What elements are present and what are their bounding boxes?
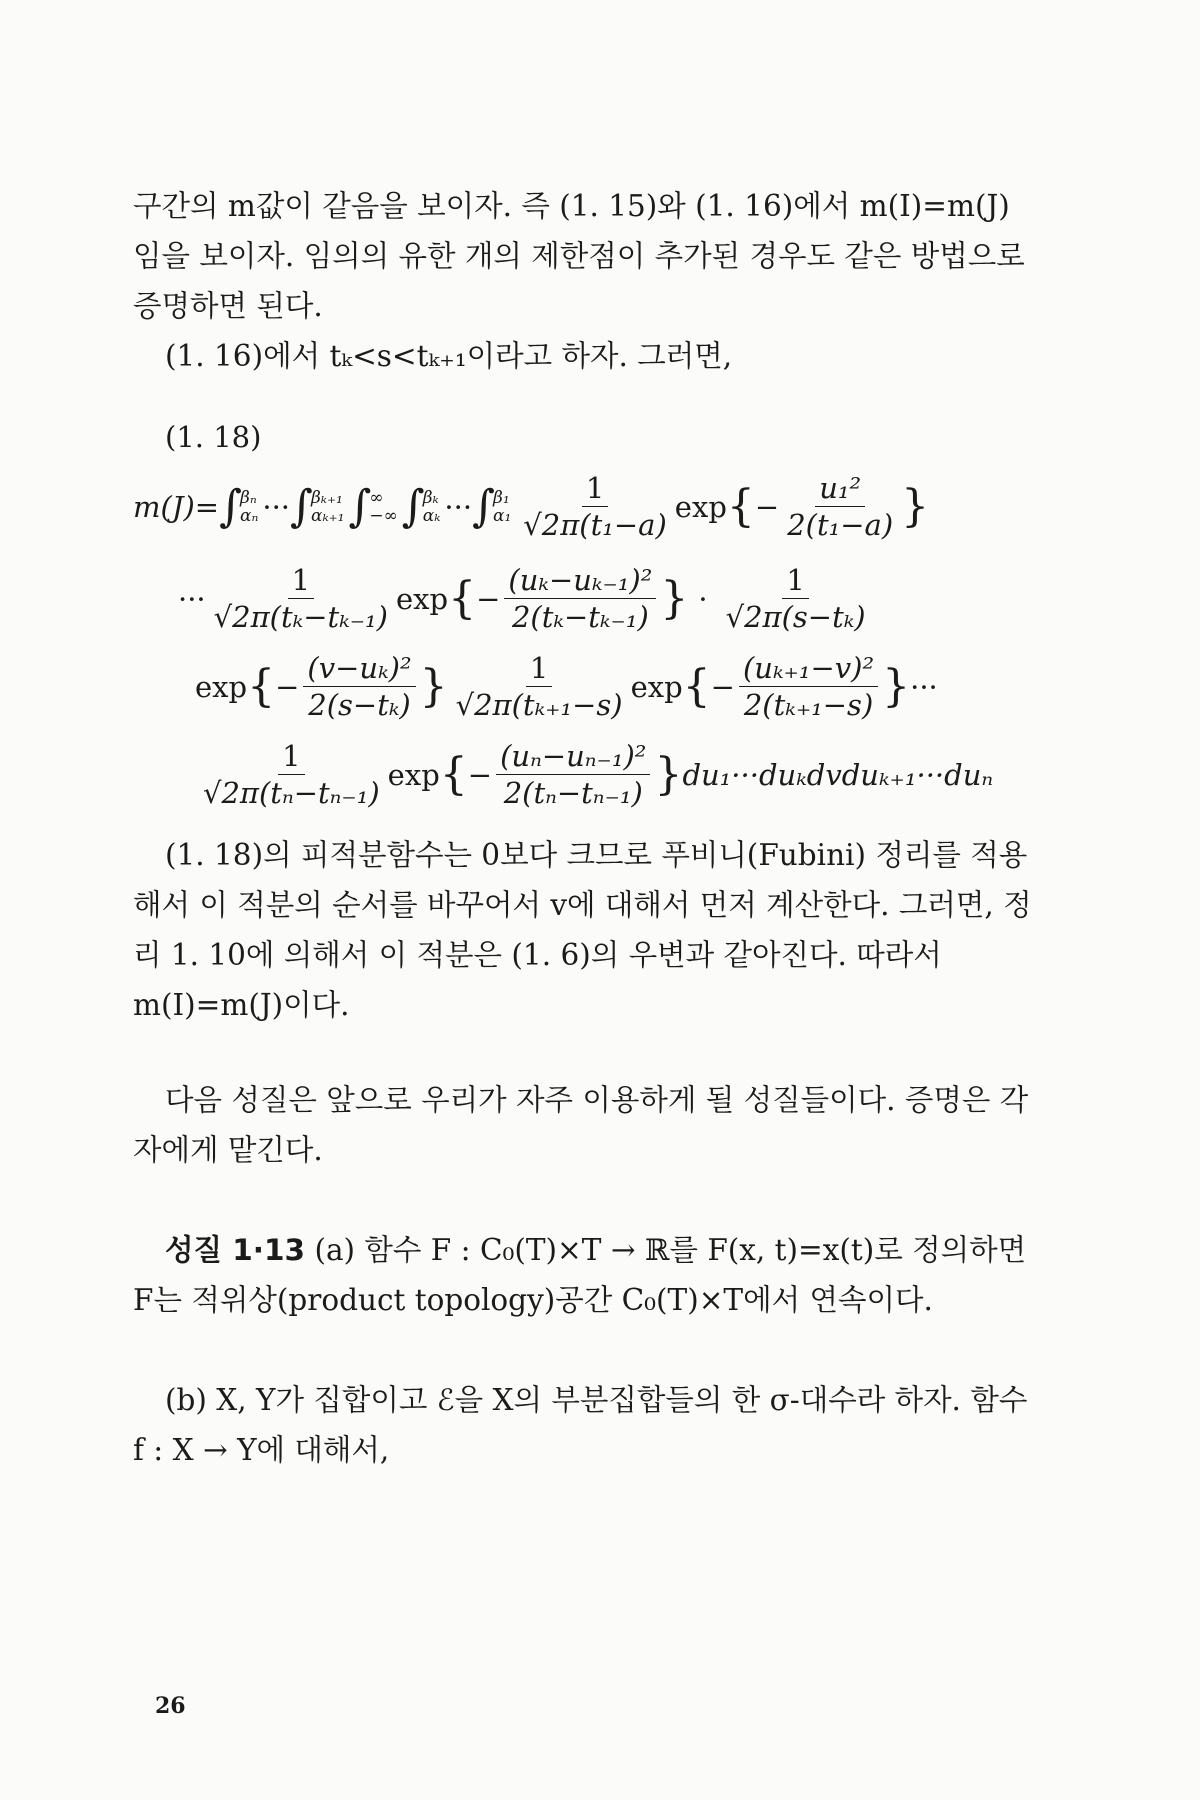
paragraph-fubini: (1. 18)의 피적분함수는 0보다 크므로 푸비니(Fubini) 정리를 적용해서 이 적분의 순서를 바꾸어서 v에 대해서 먼저 계산한다. 그러면, 정리 1. 10에 의해서 이 적분은 (1. 6)의 우변과 같아진다. 따라서 m(I)=m(J)이다.	[133, 838, 1032, 1022]
equation-row-1: m(J)= ∫ βₙ αₙ ··· ∫ βₖ₊₁ αₖ₊₁ ∫ ∞ −∞ ∫ βₖ αₖ ··· ∫ β₁ α₁ $\frac{1}{\text{√2π(t₁−a)}}$ exp { − $\frac{\text{u₁²}}{\text{2(t₁−a)}}$ }	[133, 471, 930, 542]
exp-label: exp	[195, 669, 248, 704]
integral-sign: ∫	[290, 480, 313, 532]
equation-lhs: m(J)=	[133, 489, 220, 524]
integral-limits: β₁ α₁	[493, 487, 512, 526]
left-brace: {	[448, 572, 477, 624]
property-label: 성질 1·13	[165, 1233, 306, 1267]
fraction: $\frac{\text{(uₖ−uₖ₋₁)²}}{\text{2(tₖ−tₖ₋₁)}}$	[504, 562, 656, 635]
paragraph-property-1-13-b: (b) X, Y가 집합이고 ℰ을 X의 부분집합들의 한 σ-대수라 하자. 함수 f : X → Y에 대해서,	[133, 1383, 1028, 1467]
equation-row-2: ··· $\frac{1}{\text{√2π(tₖ−tₖ₋₁)}}$ exp { − $\frac{\text{(uₖ−uₖ₋₁)²}}{\text{2(tₖ−tₖ₋₁)}}$ } · $\frac{1}{\text{√2π(s−tₖ)}}$	[178, 562, 874, 635]
fraction: $\frac{1}{\text{√2π(s−tₖ)}}$	[725, 563, 866, 634]
right-brace: }	[654, 748, 683, 800]
left-brace: {	[439, 748, 468, 800]
integral-sign: ∫	[472, 480, 495, 532]
paragraph-intro: 구간의 m값이 같음을 보이자. 즉 (1. 15)와 (1. 16)에서 m(I)=m(J)임을 보이자. 임의의 유한 개의 제한점이 추가된 경우도 같은 방법으로 증명하면 된다.	[133, 189, 1025, 323]
dots: ···	[262, 489, 291, 524]
fraction: $\frac{1}{\text{√2π(tₙ−tₙ₋₁)}}$	[203, 739, 380, 810]
dots: ···	[444, 489, 473, 524]
right-brace: }	[419, 660, 448, 712]
fraction: $\frac{\text{u₁²}}{\text{2(t₁−a)}}$	[787, 471, 894, 542]
paragraph-assumption: (1. 16)에서 tₖ<s<tₖ₊₁이라고 하자. 그러면,	[165, 339, 733, 373]
exp-label: exp	[387, 757, 440, 792]
dot-operator: ·	[698, 581, 708, 616]
right-brace: }	[660, 572, 689, 624]
differentials: du₁···duₖdvduₖ₊₁···duₙ	[682, 757, 994, 792]
equation-row-3: exp { − $\frac{\text{(v−uₖ)²}}{\text{2(s−tₖ)}}$ } $\frac{1}{\text{√2π(tₖ₊₁−s)}}$ exp { − $\frac{\text{(uₖ₊₁−v)²}}{\text{2(tₖ₊₁−s)}}$ } ···	[195, 651, 938, 722]
fraction: $\frac{1}{\text{√2π(t₁−a)}}$	[523, 471, 667, 542]
page-number: 26	[155, 1693, 186, 1719]
integral-sign: ∫	[348, 480, 372, 532]
fraction: $\frac{\text{(v−uₖ)²}}{\text{2(s−tₖ)}}$	[303, 650, 415, 723]
integral-limits: ∞ −∞	[369, 487, 398, 526]
right-brace: }	[901, 480, 930, 532]
left-brace: {	[247, 660, 276, 712]
integral-sign: ∫	[219, 480, 242, 532]
fraction: $\frac{\text{(uₖ₊₁−v)²}}{\text{2(tₖ₊₁−s)}}$	[739, 650, 878, 723]
exp-label: exp	[630, 669, 683, 704]
integral-limits: βₖ₊₁ αₖ₊₁	[310, 487, 345, 526]
dots: ···	[910, 669, 938, 704]
integral-limits: βₖ αₖ	[422, 487, 441, 526]
exp-label: exp	[395, 581, 449, 616]
exp-label: exp	[674, 489, 727, 524]
left-brace: {	[682, 660, 711, 712]
fraction: $\frac{1}{\text{√2π(tₖ₊₁−s)}}$	[455, 651, 623, 722]
fraction: $\frac{1}{\text{√2π(tₖ−tₖ₋₁)}}$	[213, 563, 388, 634]
paragraph-property-1-13-a: 성질 1·13 (a) 함수 F : C₀(T)×T → ℝ를 F(x, t)=x(t)로 정의하면 F는 적위상(product topology)공간 C₀(T)×T에서 연속이다.	[133, 1233, 1027, 1317]
equation-label: (1. 18)	[165, 420, 262, 454]
paragraph-properties-intro: 다음 성질은 앞으로 우리가 자주 이용하게 될 성질들이다. 증명은 각자에게 맡긴다.	[133, 1083, 1029, 1167]
integral-sign: ∫	[401, 480, 425, 532]
equation-row-4: $\frac{1}{\text{√2π(tₙ−tₙ₋₁)}}$ exp { − $\frac{\text{(uₙ−uₙ₋₁)²}}{\text{2(tₙ−tₙ₋₁)}}$ } du₁···duₖdvduₖ₊₁···duₙ	[195, 738, 993, 811]
right-brace: }	[882, 660, 911, 712]
left-brace: {	[726, 480, 755, 532]
fraction: $\frac{\text{(uₙ−uₙ₋₁)²}}{\text{2(tₙ−tₙ₋₁)}}$	[496, 738, 650, 811]
integral-limits: βₙ αₙ	[240, 487, 259, 526]
dots: ···	[178, 581, 206, 616]
